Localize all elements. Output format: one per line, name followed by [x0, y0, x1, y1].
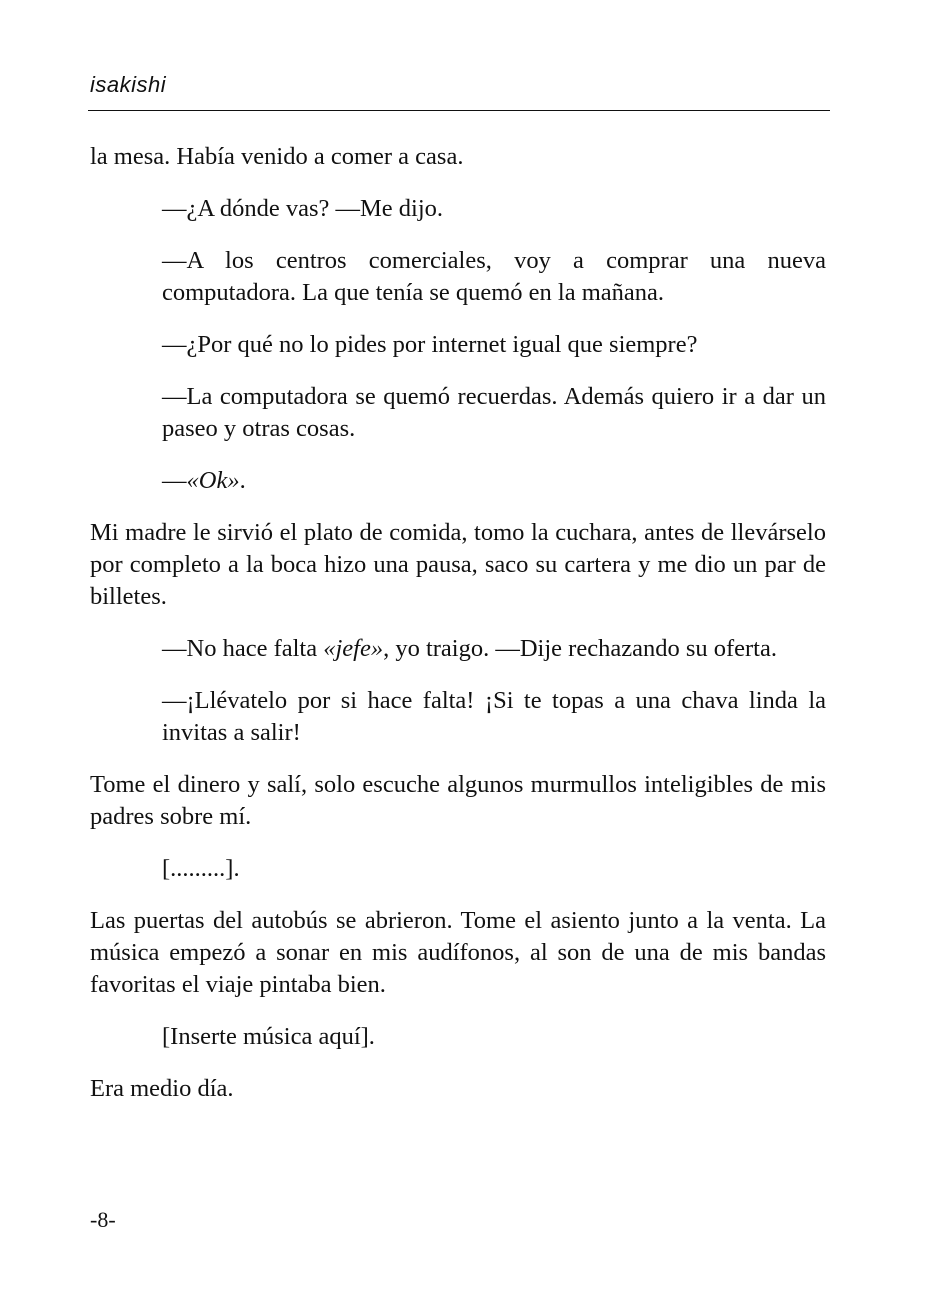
dialogue-line: —¡Llévatelo por si hace falta! ¡Si te topas a una chava linda la invitas a salir! [162, 687, 826, 746]
dialogue-line: —¿A dónde vas? —Me dijo. [162, 195, 444, 222]
dialogue-line [162, 465, 826, 497]
page-number: -8- [90, 1207, 116, 1232]
italic-text: «Ok» [186, 467, 240, 494]
dialogue-end: . [239, 467, 246, 494]
running-header: isakishi [90, 72, 167, 97]
paragraph: la mesa. Había venido a comer a casa. [90, 143, 464, 170]
dialogue-line [162, 633, 826, 665]
page-body [90, 141, 826, 1125]
dialogue-line: —La computadora se quemó recuerdas. Además quiero ir a dar un paseo y otras cosas. [162, 383, 826, 442]
paragraph: Tome el dinero y salí, solo escuche algunos murmullos inteligibles de mis padres sobre mí. [90, 771, 826, 830]
dialogue-dash: — [162, 467, 187, 494]
paragraph: Las puertas del autobús se abrieron. Tome el asiento junto a la venta. La música empezó a sonar en mis audífonos, al son de una de mis bandas favoritas el viaje pintaba bien. [90, 907, 826, 998]
bracket-note: [Inserte música aquí]. [162, 1023, 375, 1050]
dialogue-before: —No hace falta [162, 635, 324, 662]
paragraph: Era medio día. [90, 1075, 234, 1102]
italic-text: «jefe» [323, 635, 384, 662]
dialogue-line: —¿Por qué no lo pides por internet igual que siempre? [162, 331, 698, 358]
scene-break: [.........]. [162, 855, 240, 882]
header-rule [88, 110, 830, 111]
dialogue-line: —A los centros comerciales, voy a comprar una nueva computadora. La que tenía se quemó en la mañana. [162, 247, 826, 306]
paragraph: Mi madre le sirvió el plato de comida, tomo la cuchara, antes de llevárselo por completo a la boca hizo una pausa, saco su cartera y me dio un par de billetes. [90, 519, 826, 610]
dialogue-after: , yo traigo. —Dije rechazando su oferta. [383, 635, 777, 662]
